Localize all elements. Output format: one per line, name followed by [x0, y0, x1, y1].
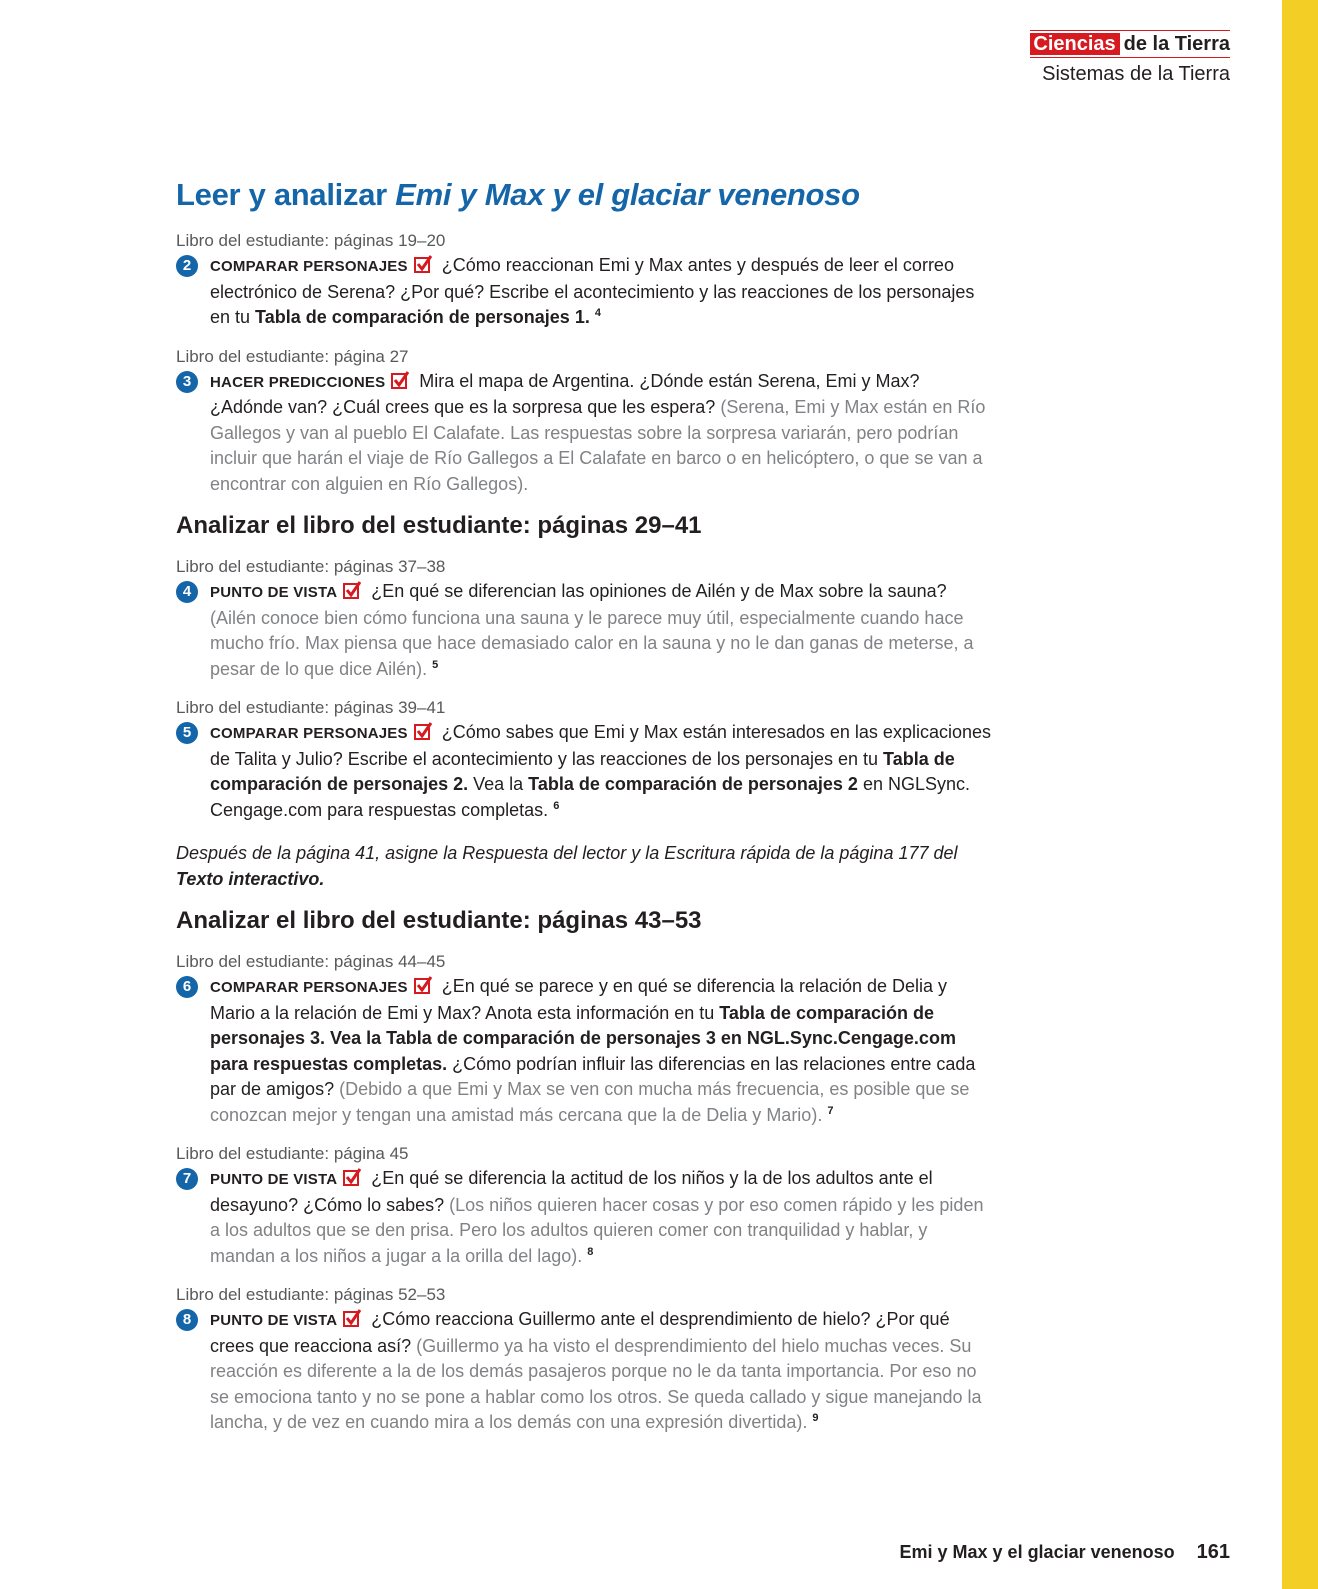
- question-item: [176, 1166, 996, 1269]
- page-header: [1030, 30, 1230, 88]
- question-item: [176, 974, 996, 1128]
- question-block-5: [176, 696, 996, 823]
- question-text-2: Vea la: [468, 774, 529, 794]
- page-reference: Libro del estudiante: página 27: [176, 346, 409, 366]
- question-item: [176, 253, 996, 331]
- skill-label: PUNTO DE VISTA: [210, 584, 338, 601]
- title-book: Emi y Max y el glaciar venenoso: [395, 177, 860, 212]
- question-text-2: ¿Cómo podrían influir las diferencias en las relaciones entre cada par de amigos?: [210, 1053, 976, 1099]
- question-item: [176, 579, 996, 682]
- question-text: ¿Cómo sabes que Emi y Max están interesados en las explicaciones de Talita y Julio? Escribe el acontecimiento y las reacciones de los personajes en tu: [210, 722, 991, 769]
- section-heading-bold: Analizar el libro del estudiante:: [176, 907, 531, 934]
- skill-label: COMPARAR PERSONAJES: [210, 979, 408, 996]
- page-footer: [900, 1541, 1231, 1564]
- question-number-badge: 7: [176, 1168, 198, 1190]
- question-text-3: en NGLSync. Cengage.com para respuestas completas.: [210, 774, 971, 820]
- question-text: Mira el mapa de Argentina. ¿Dónde están Serena, Emi y Max? ¿Adónde van? ¿Cuál crees que es la sorpresa que les espera?: [210, 370, 920, 417]
- section-heading-2: [176, 906, 996, 936]
- question-item: [176, 1307, 996, 1436]
- question-block-7: [176, 1142, 996, 1269]
- skill-label: PUNTO DE VISTA: [210, 1171, 338, 1188]
- question-bold-2: Tabla de comparación de personajes 2: [528, 774, 858, 794]
- footer-book-title: Emi y Max y el glaciar venenoso: [899, 1542, 1175, 1562]
- answer-text: (Ailén conoce bien cómo funciona una sauna y le parece muy útil, especialmente cuando hace mucho frío. Max piensa que hace demasiado calor en la sauna y no le dan ganas de meterse, a pesar de lo que dice Ailén).: [210, 607, 974, 679]
- skill-label: COMPARAR PERSONAJES: [210, 258, 408, 275]
- question-block-3: [176, 345, 996, 498]
- question-text: ¿En qué se parece y en qué se diferencia la relación de Delia y Mario a la relación de Emi y Max? Anota esta información en tu: [210, 976, 948, 1023]
- question-block-8: [176, 1283, 996, 1436]
- footnote-ref: 4: [594, 307, 601, 319]
- checkmark-icon: [343, 581, 361, 599]
- question-block-4: [176, 555, 996, 682]
- subject-tag: Ciencias: [1030, 33, 1119, 55]
- section-heading-pages: páginas 43–53: [537, 907, 702, 934]
- page-reference: Libro del estudiante: páginas 19–20: [176, 231, 446, 250]
- question-text: ¿En qué se diferencia la actitud de los niños y la de los adultos ante el desayuno? ¿Cómo lo sabes?: [210, 1168, 933, 1215]
- section-heading-bold: Analizar el libro del estudiante:: [176, 512, 531, 539]
- question-bold: Tabla de comparación de personajes 1.: [255, 307, 590, 327]
- answer-text: (Los niños quieren hacer cosas y por eso comen rápido y les piden a los adultos que se den prisa. Pero los adultos quieren comer con tranquilidad y hablar, y mandan a los niños a jugar a la orilla del lago).: [210, 1194, 984, 1266]
- skill-label: PUNTO DE VISTA: [210, 1312, 338, 1329]
- question-number-badge: 5: [176, 722, 198, 744]
- question-number-badge: 4: [176, 581, 198, 603]
- checkmark-icon: [414, 976, 432, 994]
- checkmark-icon: [391, 371, 409, 389]
- main-content: [176, 175, 996, 1450]
- question-item: [176, 369, 996, 498]
- question-number-badge: 2: [176, 255, 198, 277]
- subject-rest: de la Tierra: [1123, 33, 1230, 55]
- checkmark-icon: [414, 722, 432, 740]
- question-block-2: [176, 229, 996, 331]
- title-prefix: Leer y analizar: [176, 177, 396, 212]
- yellow-side-bar: [1282, 0, 1318, 1589]
- checkmark-icon: [343, 1168, 361, 1186]
- note-bold: Texto interactivo.: [176, 868, 325, 889]
- page-reference: Libro del estudiante: páginas 39–41: [176, 698, 446, 717]
- page-reference: Libro del estudiante: páginas 44–45: [176, 952, 446, 971]
- subject-label: [1030, 30, 1230, 58]
- question-bold: Tabla de comparación de personajes 2.: [210, 748, 955, 794]
- teacher-note: [176, 841, 996, 892]
- question-item: [176, 720, 996, 823]
- footnote-ref: 6: [553, 799, 560, 812]
- answer-text: (Guillermo ya ha visto el desprendimiento del hielo muchas veces. Su reacción es diferente a la de los demás pasajeros porque no le da tanta importancia. Por eso no se emociona tanto y no se pone a hablar como los otros. Se queda callado y sigue manejando la lancha, y de vez en cuando mira a los demás con una expresión divertida).: [210, 1335, 982, 1432]
- page-reference: Libro del estudiante: página 45: [176, 1144, 409, 1163]
- page-reference: Libro del estudiante: páginas 37–38: [176, 557, 446, 576]
- page-reference: Libro del estudiante: páginas 52–53: [176, 1285, 446, 1304]
- section-heading-1: [176, 511, 996, 541]
- question-number-badge: 8: [176, 1309, 198, 1331]
- footnote-ref: 9: [812, 1412, 819, 1424]
- question-number-badge: 6: [176, 976, 198, 998]
- question-block-6: [176, 950, 996, 1128]
- footnote-ref: 5: [432, 658, 439, 671]
- question-text: ¿En qué se diferencian las opiniones de Ailén y de Max sobre la sauna?: [371, 581, 947, 601]
- answer-text: (Serena, Emi y Max están en Río Gallegos y van al pueblo El Calafate. Las respuestas sobre la sorpresa variarán, pero podrían incluir que harán el viaje de Río Gallegos a El Calafate en barco o en helicóptero, o que se van a encontrar con alguien en Río Gallegos).: [210, 397, 986, 494]
- checkmark-icon: [343, 1309, 361, 1327]
- question-text: ¿Cómo reacciona Guillermo ante el desprendimiento de hielo? ¿Por qué crees que reacciona así?: [210, 1309, 950, 1356]
- note-text: Después de la página 41, asigne la Respuesta del lector y la Escritura rápida de la página 177 del: [176, 843, 958, 863]
- answer-text: (Debido a que Emi y Max se ven con mucha más frecuencia, es posible que se conozcan mejor y tengan una amistad más cercana que la de Delia y Mario).: [210, 1079, 970, 1125]
- footnote-ref: 8: [587, 1245, 594, 1258]
- footnote-ref: 7: [827, 1104, 834, 1117]
- page-number: 161: [1196, 1541, 1230, 1563]
- page-title: [176, 175, 996, 215]
- skill-label: HACER PREDICCIONES: [210, 373, 386, 391]
- checkmark-icon: [414, 255, 432, 273]
- skill-label: COMPARAR PERSONAJES: [210, 725, 408, 742]
- question-text: ¿Cómo reaccionan Emi y Max antes y después de leer el correo electrónico de Serena? ¿Por qué? Escribe el acontecimiento y las reacciones de los personajes en tu: [210, 255, 975, 327]
- question-bold: Tabla de comparación de personajes 3. Vea la Tabla de comparación de personajes 3 en NGL.Sync.Cengage.com para respuestas completas.: [210, 1002, 956, 1074]
- section-heading-pages: páginas 29–41: [537, 512, 702, 539]
- unit-subtitle: Sistemas de la Tierra: [1042, 63, 1230, 85]
- question-number-badge: 3: [176, 371, 198, 393]
